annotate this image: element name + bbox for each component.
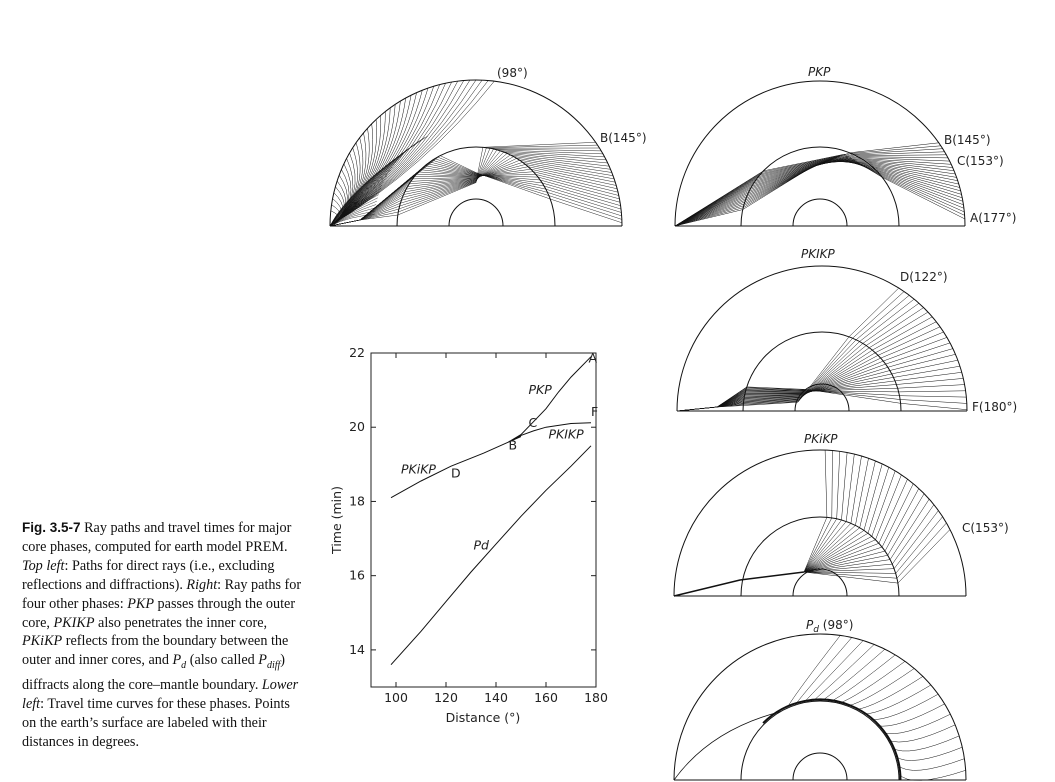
caption-part: : Paths for direct rays (i.e., excluding reflections and diffractions). (22, 557, 275, 593)
pkikp-ray (677, 354, 956, 411)
point-label: A (588, 350, 598, 366)
pd-diffracted-ray (864, 685, 931, 714)
figure-number: Fig. 3.5-7 (22, 520, 81, 535)
x-tick-label: 100 (384, 690, 408, 705)
caption-part: also penetrates the inner core, (94, 614, 268, 631)
pd-title: $P_d$ (98°) (806, 618, 854, 635)
pkp-a177-label: A(177°) (970, 211, 1017, 225)
y-tick-label: 14 (349, 641, 365, 657)
inner-core-boundary (449, 199, 503, 226)
travel-time-chart (329, 345, 608, 725)
core-diffraction-path (763, 700, 900, 780)
point-label: C (528, 415, 538, 431)
pkp-c153-label: C(153°) (957, 154, 1004, 168)
pd-diffracted-ray (839, 661, 905, 703)
direct-98-label: (98°) (497, 66, 528, 80)
pkp-diagram (675, 81, 965, 226)
x-tick-label: 140 (484, 690, 508, 705)
pkikp-reflect-ray (804, 475, 901, 572)
chart-frame (371, 353, 599, 687)
x-tick-label: 160 (534, 690, 558, 705)
pkikp-reflect-ray (674, 572, 804, 596)
series-label: Pd (473, 537, 489, 553)
y-axis-label: Time (min) (329, 486, 344, 554)
pkikp-diagram (677, 266, 967, 411)
pd-diagram (674, 634, 966, 780)
pkikp-d122-label: D(122°) (900, 270, 948, 284)
x-tick-label: 180 (584, 690, 608, 705)
caption-part: P (172, 652, 182, 669)
pkikp-ray (677, 388, 966, 411)
caption-part: Lower left (22, 677, 299, 712)
caption-part: Right (186, 576, 218, 593)
pkikp-ray (677, 349, 953, 411)
pkp-ray (675, 158, 962, 226)
pkikp-reflect-ray (804, 471, 895, 572)
pkikp-ray (677, 343, 950, 411)
pd-diffracted-ray (877, 704, 944, 726)
y-tick-label: 20 (349, 419, 365, 435)
pkikp-f180-label: F(180°) (972, 400, 1018, 414)
caption-part: reflects from the boundary between the outer and inner cores, and (22, 633, 289, 669)
pkp-ray (675, 160, 959, 226)
pkikp-ray (677, 317, 932, 411)
caption-part: ) diffracts along the core–mantle boundary. (22, 652, 286, 694)
pd-diffracted-ray (848, 669, 915, 707)
caption-part: d (181, 660, 187, 672)
pd-diffracted-ray (795, 638, 852, 706)
pkikp-reflect-title: PKiKP (804, 432, 838, 446)
point-label: B (508, 437, 518, 453)
pkikp-reflect-diagram (674, 450, 966, 596)
caption-part: PKP (127, 595, 154, 612)
pkikp-reflect-ray (804, 451, 840, 572)
pkp-ray (675, 159, 961, 226)
caption-part: passes through the outer core, (22, 595, 296, 631)
earth-surface (674, 634, 966, 780)
caption-part: : Ray paths for four other phases: (22, 576, 302, 612)
caption-part: PKIKP (53, 614, 95, 631)
pkikp-title: PKIKP (801, 247, 835, 261)
y-tick-label: 22 (349, 345, 365, 360)
pkikp-reflect-ray (804, 517, 943, 574)
pkp-b145-label: B(145°) (944, 133, 991, 147)
pkikp-reflect-c153-label: C(153°) (962, 521, 1009, 535)
pd-diffracted-ray (787, 635, 841, 708)
x-axis-label: Distance (°) (445, 710, 521, 725)
pkikp-ray (677, 327, 940, 411)
caption-part: P (258, 652, 267, 669)
series-label: PKIKP (548, 426, 584, 442)
caption-part: : Travel time curves for these phases. Points on the earth’s surface are labeled with their distances in degrees. (22, 695, 290, 750)
pkikp-reflect-ray (804, 494, 924, 572)
pkikp-ray (677, 322, 936, 411)
pd-diffracted-ray (830, 655, 895, 702)
caption-part: Ray paths and travel times for major core phases, computed for earth model PREM. (22, 520, 292, 555)
direct-b145-label: B(145°) (600, 131, 647, 145)
x-tick-label: 120 (434, 690, 458, 705)
series-label: PKP (528, 381, 552, 397)
core-mantle-boundary (741, 701, 899, 780)
direct-rays-diagram (330, 80, 622, 226)
pkp-title: PKP (808, 65, 831, 79)
pkikp-ray (677, 389, 966, 411)
series-line-pd (391, 446, 591, 665)
pkp-ray (675, 161, 955, 226)
pkikp-reflect-ray (804, 451, 833, 573)
caption-part: PKiKP (22, 633, 63, 650)
pd-diffracted-ray (895, 747, 962, 760)
y-tick-label: 16 (349, 567, 365, 583)
pkp-ray (675, 146, 941, 226)
inner-core-boundary (793, 199, 847, 226)
point-label: D (451, 465, 461, 481)
point-label: F (591, 404, 599, 420)
series-label: PKiKP (401, 461, 436, 477)
y-tick-label: 18 (349, 493, 365, 509)
core-mantle-boundary (741, 517, 899, 596)
caption-part: Top left (22, 557, 65, 574)
pd-diffracted-ray (871, 694, 938, 719)
pd-diffracted-ray (856, 676, 923, 709)
pd-diffracted-ray (892, 736, 959, 751)
caption-part: diff (266, 660, 281, 672)
inner-core-boundary (793, 753, 847, 780)
pkikp-reflect-ray (804, 530, 950, 584)
pd-diffracted-ray (899, 770, 966, 780)
caption-part: (also called (186, 652, 259, 669)
